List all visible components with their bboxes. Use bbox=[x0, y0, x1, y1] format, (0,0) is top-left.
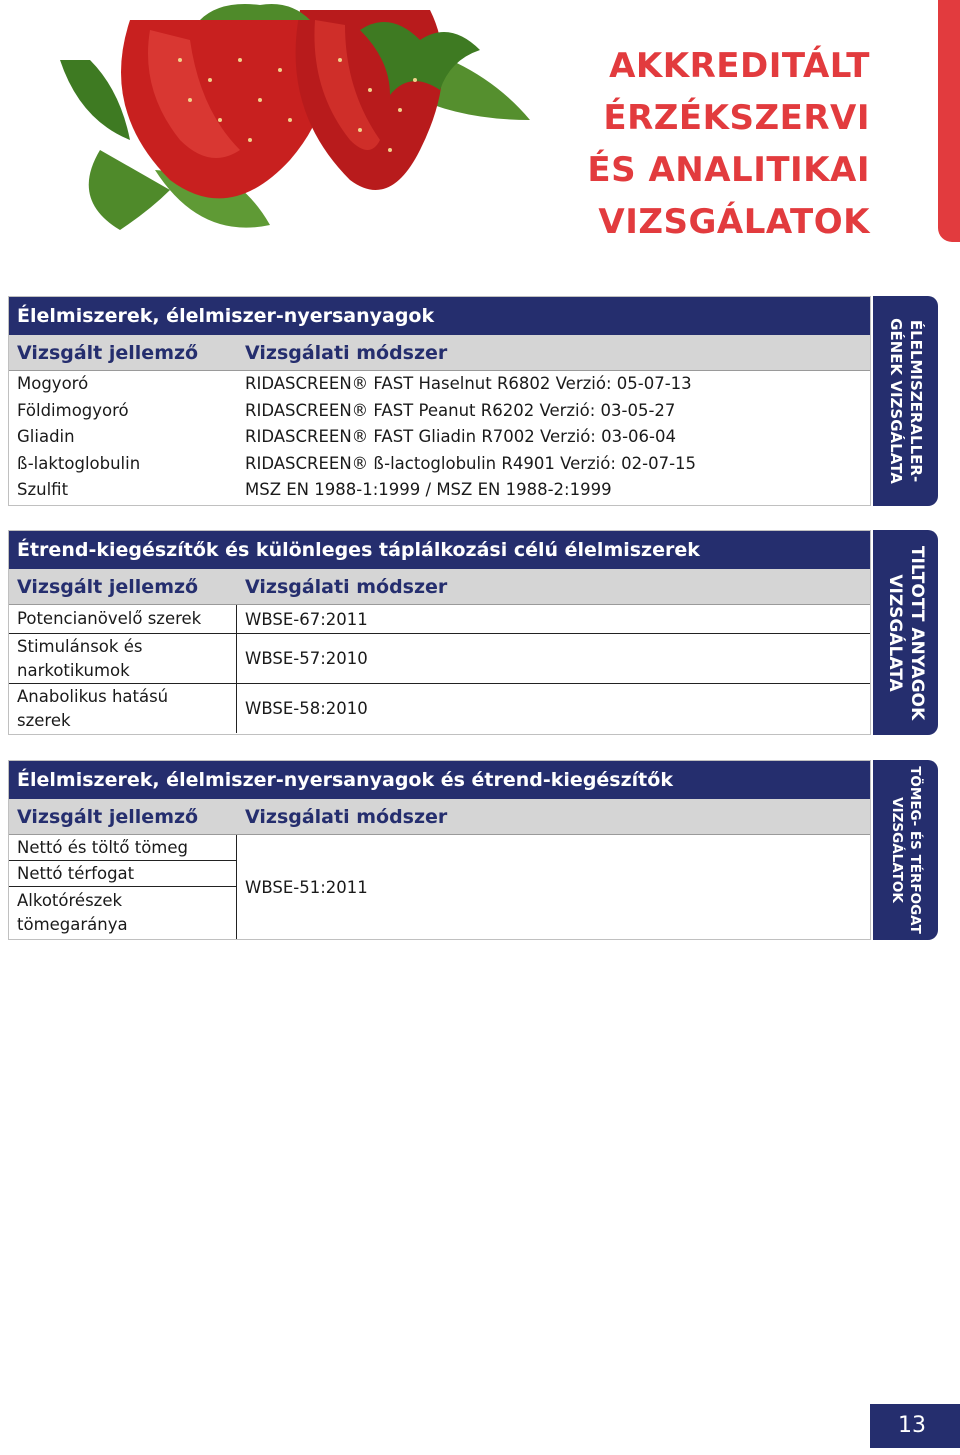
column-header: Vizsgálati módszer bbox=[245, 576, 448, 598]
side-tab-allergens bbox=[873, 296, 938, 506]
table-row bbox=[9, 424, 870, 451]
cell-text: Potencianövelő szerek bbox=[17, 609, 202, 628]
table-row bbox=[9, 605, 870, 633]
table-header bbox=[9, 335, 870, 371]
column-header: Vizsgált jellemző bbox=[17, 806, 199, 828]
table-body bbox=[9, 835, 870, 939]
column-header: Vizsgált jellemző bbox=[17, 576, 199, 598]
table-header bbox=[9, 799, 870, 835]
title-line: VIZSGÁLATOK bbox=[598, 202, 870, 242]
mass-volume-table bbox=[8, 760, 871, 940]
first-column bbox=[9, 835, 237, 939]
cell: WBSE-57:2010 bbox=[245, 649, 368, 668]
column-header: Vizsgálati módszer bbox=[245, 806, 448, 828]
allergen-table bbox=[8, 296, 871, 506]
side-tab-label: TÖMEG- ÉS TÉRFOGAT bbox=[906, 766, 923, 934]
cell-text: tömegaránya bbox=[17, 915, 128, 934]
cell: ß-laktoglobulin bbox=[17, 453, 141, 473]
accent-tab bbox=[938, 0, 960, 242]
cell: Szulfit bbox=[17, 480, 69, 499]
title-line: ÉS ANALITIKAI bbox=[587, 150, 870, 190]
cell: RIDASCREEN® FAST Haselnut R6802 Verzió: 05-07-13 bbox=[245, 374, 692, 393]
table-row bbox=[9, 451, 870, 478]
cell: RIDASCREEN® FAST Peanut R6202 Verzió: 03-05-27 bbox=[245, 400, 676, 420]
cell: RIDASCREEN® ß-lactoglobulin R4901 Verzió: 02-07-15 bbox=[245, 453, 697, 473]
cell-text: Anabolikus hatású bbox=[17, 686, 169, 706]
cell bbox=[9, 605, 237, 633]
table-row bbox=[9, 477, 870, 504]
page-number: 13 bbox=[870, 1404, 960, 1448]
cell: Nettó térfogat bbox=[9, 861, 236, 887]
cell: WBSE-67:2011 bbox=[245, 609, 368, 629]
side-tab-label: VIZSGÁLATOK bbox=[888, 797, 905, 903]
cell bbox=[9, 634, 237, 683]
table-header bbox=[9, 569, 870, 605]
side-tab-label: TILTOTT ANYAGOK bbox=[906, 545, 927, 720]
strawberries-image bbox=[60, 0, 560, 250]
cell: Nettó és töltő tömeg bbox=[9, 835, 236, 861]
cell: MSZ EN 1988-1:1999 / MSZ EN 1988-2:1999 bbox=[245, 480, 612, 499]
side-tab-label: VIZSGÁLATA bbox=[884, 573, 905, 692]
cell: Mogyoró bbox=[17, 374, 89, 393]
table-row bbox=[9, 633, 870, 683]
cell-text: Stimulánsok és bbox=[17, 636, 143, 656]
column-header: Vizsgált jellemző bbox=[17, 342, 199, 364]
side-tab-prohibited bbox=[873, 530, 938, 735]
cell: WBSE-51:2011 bbox=[245, 877, 368, 897]
table-row bbox=[9, 371, 870, 398]
table-body bbox=[9, 605, 870, 733]
side-tab-label: ÉLELMISZERALLER- bbox=[906, 319, 925, 483]
section-title: Élelmiszerek, élelmiszer-nyersanyagok bbox=[9, 297, 870, 335]
cell bbox=[9, 887, 236, 937]
page-title bbox=[587, 40, 870, 248]
cell: Gliadin bbox=[17, 427, 75, 446]
prohibited-substances-table bbox=[8, 530, 871, 735]
cell: RIDASCREEN® FAST Gliadin R7002 Verzió: 03-06-04 bbox=[245, 427, 676, 446]
hero-banner bbox=[0, 0, 960, 260]
cell: WBSE-58:2010 bbox=[245, 699, 368, 718]
section-title: Élelmiszerek, élelmiszer-nyersanyagok és étrend-kiegészítők bbox=[9, 761, 870, 799]
table-row bbox=[9, 683, 870, 733]
cell: Földimogyoró bbox=[17, 400, 129, 420]
side-tab-label: GÉNEK VIZSGÁLATA bbox=[886, 318, 905, 484]
title-line: ÉRZÉKSZERVI bbox=[603, 98, 870, 138]
cell-text: szerek bbox=[17, 710, 71, 730]
side-tab-mass-volume bbox=[873, 760, 938, 940]
cell bbox=[9, 684, 237, 733]
section-title: Étrend-kiegészítők és különleges táplálkozási célú élelmiszerek bbox=[9, 531, 870, 569]
cell-text: narkotikumok bbox=[17, 660, 130, 680]
cell-text: Alkotórészek bbox=[17, 891, 123, 910]
title-line: AKKREDITÁLT bbox=[609, 46, 870, 86]
column-header: Vizsgálati módszer bbox=[245, 342, 448, 364]
table-row bbox=[9, 398, 870, 425]
